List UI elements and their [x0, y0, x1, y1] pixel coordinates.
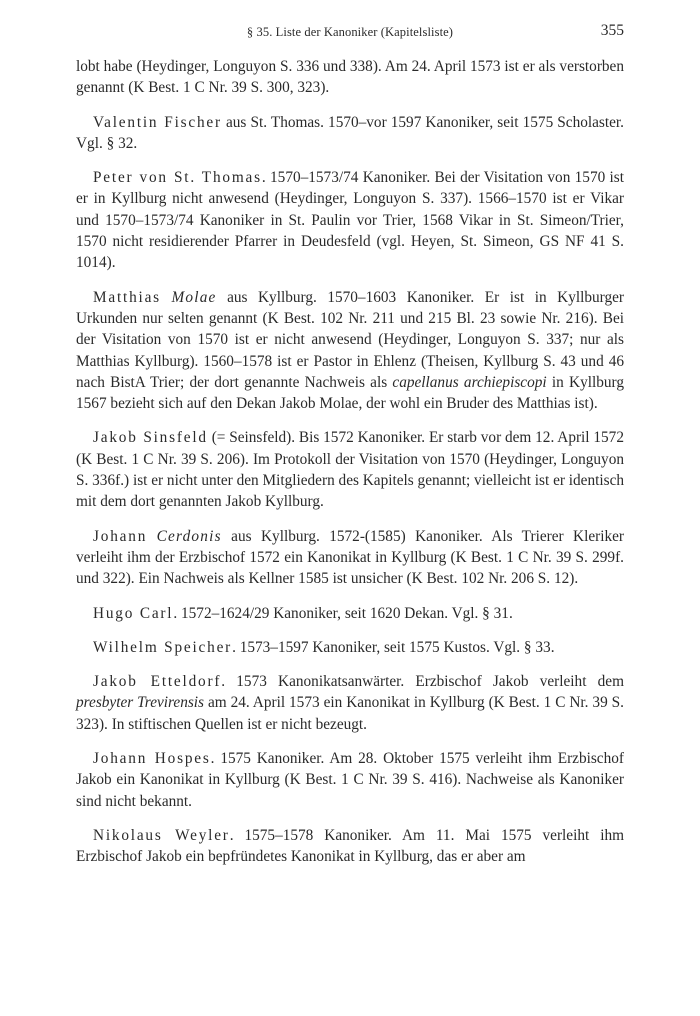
entry-peter-von-st-thomas [76, 167, 624, 273]
entry-jakob-sinsfeld [76, 427, 624, 512]
entry-name: Nikolaus Weyler [93, 826, 230, 844]
entry-text: . 1572–1624/29 Kanoniker, seit 1620 Dekan. Vgl. § 31. [173, 604, 513, 622]
entry-hugo-carl [76, 603, 624, 624]
entry-name: Johann [93, 527, 148, 545]
entry-text: lobt habe (Heydinger, Longuyon S. 336 und 338). Am 24. April 1573 ist er als verstorben genannt (K Best. 1 C Nr. 39 S. 300, 323). [76, 58, 624, 97]
entry-jakob-etteldorf [76, 671, 624, 735]
body-text [76, 56, 624, 881]
entry-name: Wilhelm Speicher [93, 638, 233, 656]
entry-johann-cerdonis [76, 526, 624, 590]
entry-valentin-fischer [76, 112, 624, 155]
entry-italic-term: presbyter Trevirensis [76, 694, 205, 712]
entry-nikolaus-weyler [76, 825, 624, 868]
entry-italic-term: capellanus archiepiscopi [392, 373, 547, 391]
entry-text-cont: am 24. April 1573 ein Kanonikat in Kyllburg (K Best. 1 C Nr. 39 S. 323). In stiftischen Quellen ist er nicht bezeugt. [76, 694, 624, 733]
running-title: § 35. Liste der Kanoniker (Kapitelsliste) [246, 25, 454, 39]
entry-name: Hugo Carl [93, 604, 174, 622]
entry-text: . 1575 Kanoniker. Am 28. Oktober 1575 verleiht ihm Erzbischof Jakob ein Kanonikat in Kyllburg (K Best. 1 C Nr. 39 S. 416). Nachweise als Kanoniker sind nicht bekannt. [76, 750, 624, 810]
entry-johann-hospes [76, 748, 624, 812]
entry-name: Peter von St. Thomas [93, 169, 262, 187]
entry-name: Valentin Fischer [93, 113, 222, 131]
entry-name: Matthias [93, 288, 161, 306]
entry-text: (= Seinsfeld). Bis 1572 Kanoniker. Er starb vor dem 12. April 1572 (K Best. 1 C Nr. 39 S. 206). Im Protokoll der Visitation von 1570 (Heydinger, Longuyon S. 336f.) ist er nicht unter den Mitgliedern des Kapitels genannt; vielleicht ist er identisch mit dem dort genannten Jakob Kyllburg. [76, 429, 625, 511]
entry-text: . 1575–1578 Kanoniker. Am 11. Mai 1575 verleiht ihm Erzbischof Jakob ein bepfründetes Kanonikat in Kyllburg, das er aber am [76, 826, 624, 866]
entry-text: . 1573 Kanonikatsanwärter. Erzbischof Jakob verleiht dem [221, 673, 624, 691]
page-number: 355 [600, 22, 624, 39]
entry-surname: Cerdonis [156, 527, 222, 545]
running-head [76, 22, 624, 42]
entry-text: aus Kyllburg. 1570–1603 Kanoniker. Er ist in Kyllburger Urkunden nur selten genannt (K Best. 102 Nr. 211 und 215 Bl. 23 sowie Nr. 216). Bei der Visitation von 1570 ist er nicht anwesend (Heydinger, Longuyon S. 337; nur als Matthias Kyllburg). 1560–1578 ist er Pastor in Ehlenz (Theisen, Kyllburg S. 43 und 46 nach BistA Trier; der dort genannte Nachweis als [76, 288, 624, 391]
entry-name: Johann Hospes [93, 750, 211, 768]
entry-text: aus Kyllburg. 1572-(1585) Kanoniker. Als Trierer Kleriker verleiht ihm der Erzbischof 1572 ein Kanonikat in Kyllburg (K Best. 1 C Nr. 39 S. 299f. und 322). Ein Nachweis als Kellner 1585 ist unsicher (K Best. 102 Nr. 206 S. 12). [76, 527, 625, 588]
entry-name: Jakob Etteldorf [93, 673, 222, 691]
entry-text: . 1573–1597 Kanoniker, seit 1575 Kustos. Vgl. § 33. [232, 638, 555, 656]
entry-text: . 1570–1573/74 Kanoniker. Bei der Visitation von 1570 ist er in Kyllburg nicht anwesend (Heydinger, Longuyon S. 337). 1566–1570 ist er Vikar und 1570–1573/74 Kanoniker in St. Paulin vor Trier, 1568 Vikar in St. Simeon/Trier, 1570 nicht residierender Pfarrer in Deudesfeld (vgl. Heyen, St. Simeon, GS NF 41 S. 1014). [76, 169, 624, 272]
entry-wilhelm-speicher [76, 637, 624, 658]
entry-text-cont: in Kyllburg 1567 bezieht sich auf den Dekan Jakob Molae, der wohl ein Bruder des Matthias ist). [76, 373, 624, 413]
entry-continuation [76, 56, 624, 99]
entry-name: Jakob Sinsfeld [93, 429, 208, 447]
entry-text: aus St. Thomas. 1570–vor 1597 Kanoniker, seit 1575 Scholaster. Vgl. § 32. [76, 113, 624, 152]
entry-matthias-molae [76, 287, 624, 415]
entry-surname: Molae [171, 288, 217, 306]
